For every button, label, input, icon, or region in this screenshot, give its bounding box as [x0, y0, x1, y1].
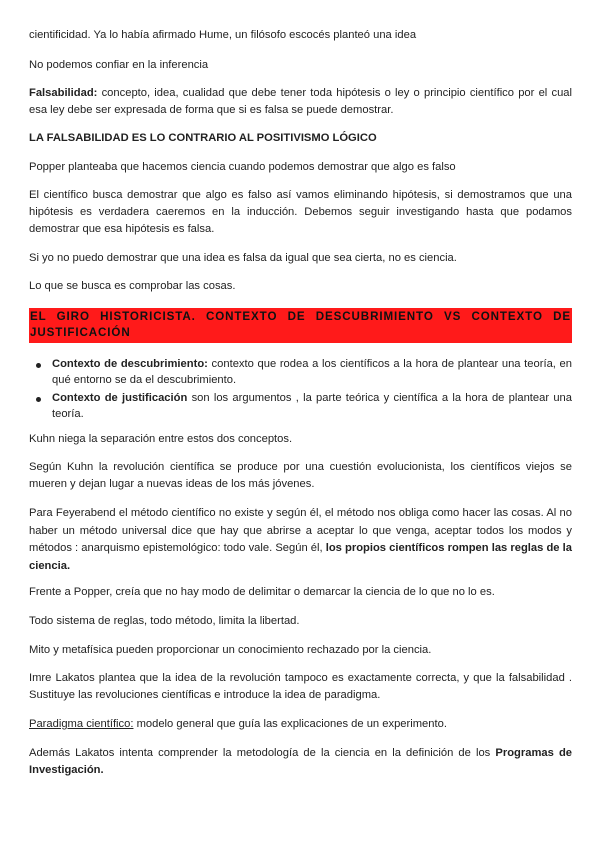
- paragraph-comprobar: Lo que se busca es comprobar las cosas.: [29, 280, 236, 292]
- section-heading-giro-historicista: EL GIRO HISTORICISTA. CONTEXTO DE DESCUBRIMIENTO VS CONTEXTO DE JUSTIFICACIÓN: [29, 308, 572, 343]
- paragraph-kuhn-separacion: Kuhn niega la separación entre estos dos conceptos.: [29, 433, 293, 445]
- paragraph-cientifico: El científico busca demostrar que algo es falso así vamos eliminando hipótesis, si demostramos que una hipótesis es verdadera caeremos en la inducción. Debemos seguir investigando hasta que podamos demostrar que esa hipótesis es falsa.: [29, 189, 572, 235]
- bullet-dot-icon: [36, 397, 41, 402]
- paragraph-mito: Mito y metafísica pueden proporcionar un conocimiento rechazado por la ciencia.: [29, 644, 432, 656]
- paragraph-inference: No podemos confiar en la inferencia: [29, 59, 209, 71]
- bullet-descubrimiento: [29, 357, 572, 388]
- paragraph-programas: [29, 745, 572, 779]
- text-feyerabend: Para Feyerabend el método científico no existe y según él, el método nos obliga como hacer las cosas. Al no haber un método universal dice que hay que abrirse a aceptar lo que venga, aceptar todos los modos y métodos : anarquismo epistemológico: todo vale. Según él,: [29, 507, 572, 554]
- definition-paradigma: modelo general que guía las explicaciones de un experimento.: [133, 718, 447, 730]
- emphasis-feyerabend: los propios científicos rompen las reglas de la ciencia.: [29, 542, 572, 572]
- term-falsabilidad: Falsabilidad:: [29, 87, 98, 99]
- paragraph-lakatos: Imre Lakatos plantea que la idea de la revolución tampoco es exactamente correcta, y que la falsabilidad . Sustituye las revoluciones científicas e introduce la idea de paradigma.: [29, 672, 572, 701]
- definition-justificacion: son los argumentos , la parte teórica y científica a la hora de plantear una teoría.: [52, 392, 572, 420]
- paragraph-reglas: Todo sistema de reglas, todo método, limita la libertad.: [29, 615, 300, 627]
- paragraph-hume: cientificidad. Ya lo había afirmado Hume, un filósofo escocés planteó una idea: [29, 29, 417, 41]
- paragraph-no-ciencia: Si yo no puedo demostrar que una idea es falsa da igual que sea cierta, no es ciencia.: [29, 252, 457, 264]
- definition-falsabilidad: concepto, idea, cualidad que debe tener toda hipótesis o ley o principio científico por el cual esa ley debe ser expresada de forma que si es falsa se puede demostrar.: [29, 87, 572, 116]
- paragraph-paradigma: [29, 716, 572, 733]
- term-programas: Programas de Investigación.: [29, 747, 572, 776]
- statement-positivismo: LA FALSABILIDAD ES LO CONTRARIO AL POSITIVISMO LÓGICO: [29, 132, 377, 144]
- paragraph-feyerabend: [29, 505, 572, 575]
- bullet-dot-icon: [36, 363, 41, 368]
- term-paradigma: Paradigma científico:: [29, 718, 134, 730]
- paragraph-frente-popper: Frente a Popper, creía que no hay modo de delimitar o demarcar la ciencia de lo que no lo es.: [29, 586, 495, 598]
- paragraph-falsabilidad: [29, 85, 572, 118]
- paragraph-kuhn-revolucion: Según Kuhn la revolución científica se produce por una cuestión evolucionista, los científicos viejos se mueren y dejan lugar a nuevas ideas de los más jóvenes.: [29, 461, 572, 490]
- text-lakatos-programas: Además Lakatos intenta comprender la metodología de la ciencia en la definición de los: [29, 747, 496, 759]
- bullet-justificacion: [29, 391, 572, 422]
- term-descubrimiento: Contexto de descubrimiento:: [52, 358, 208, 370]
- paragraph-popper: Popper planteaba que hacemos ciencia cuando podemos demostrar que algo es falso: [29, 161, 456, 173]
- term-justificacion: Contexto de justificación: [52, 392, 188, 404]
- definition-descubrimiento: contexto que rodea a los científicos a la hora de plantear una teoría, en qué entorno se da el descubrimiento.: [52, 358, 573, 386]
- bullet-list-contextos: [29, 357, 572, 425]
